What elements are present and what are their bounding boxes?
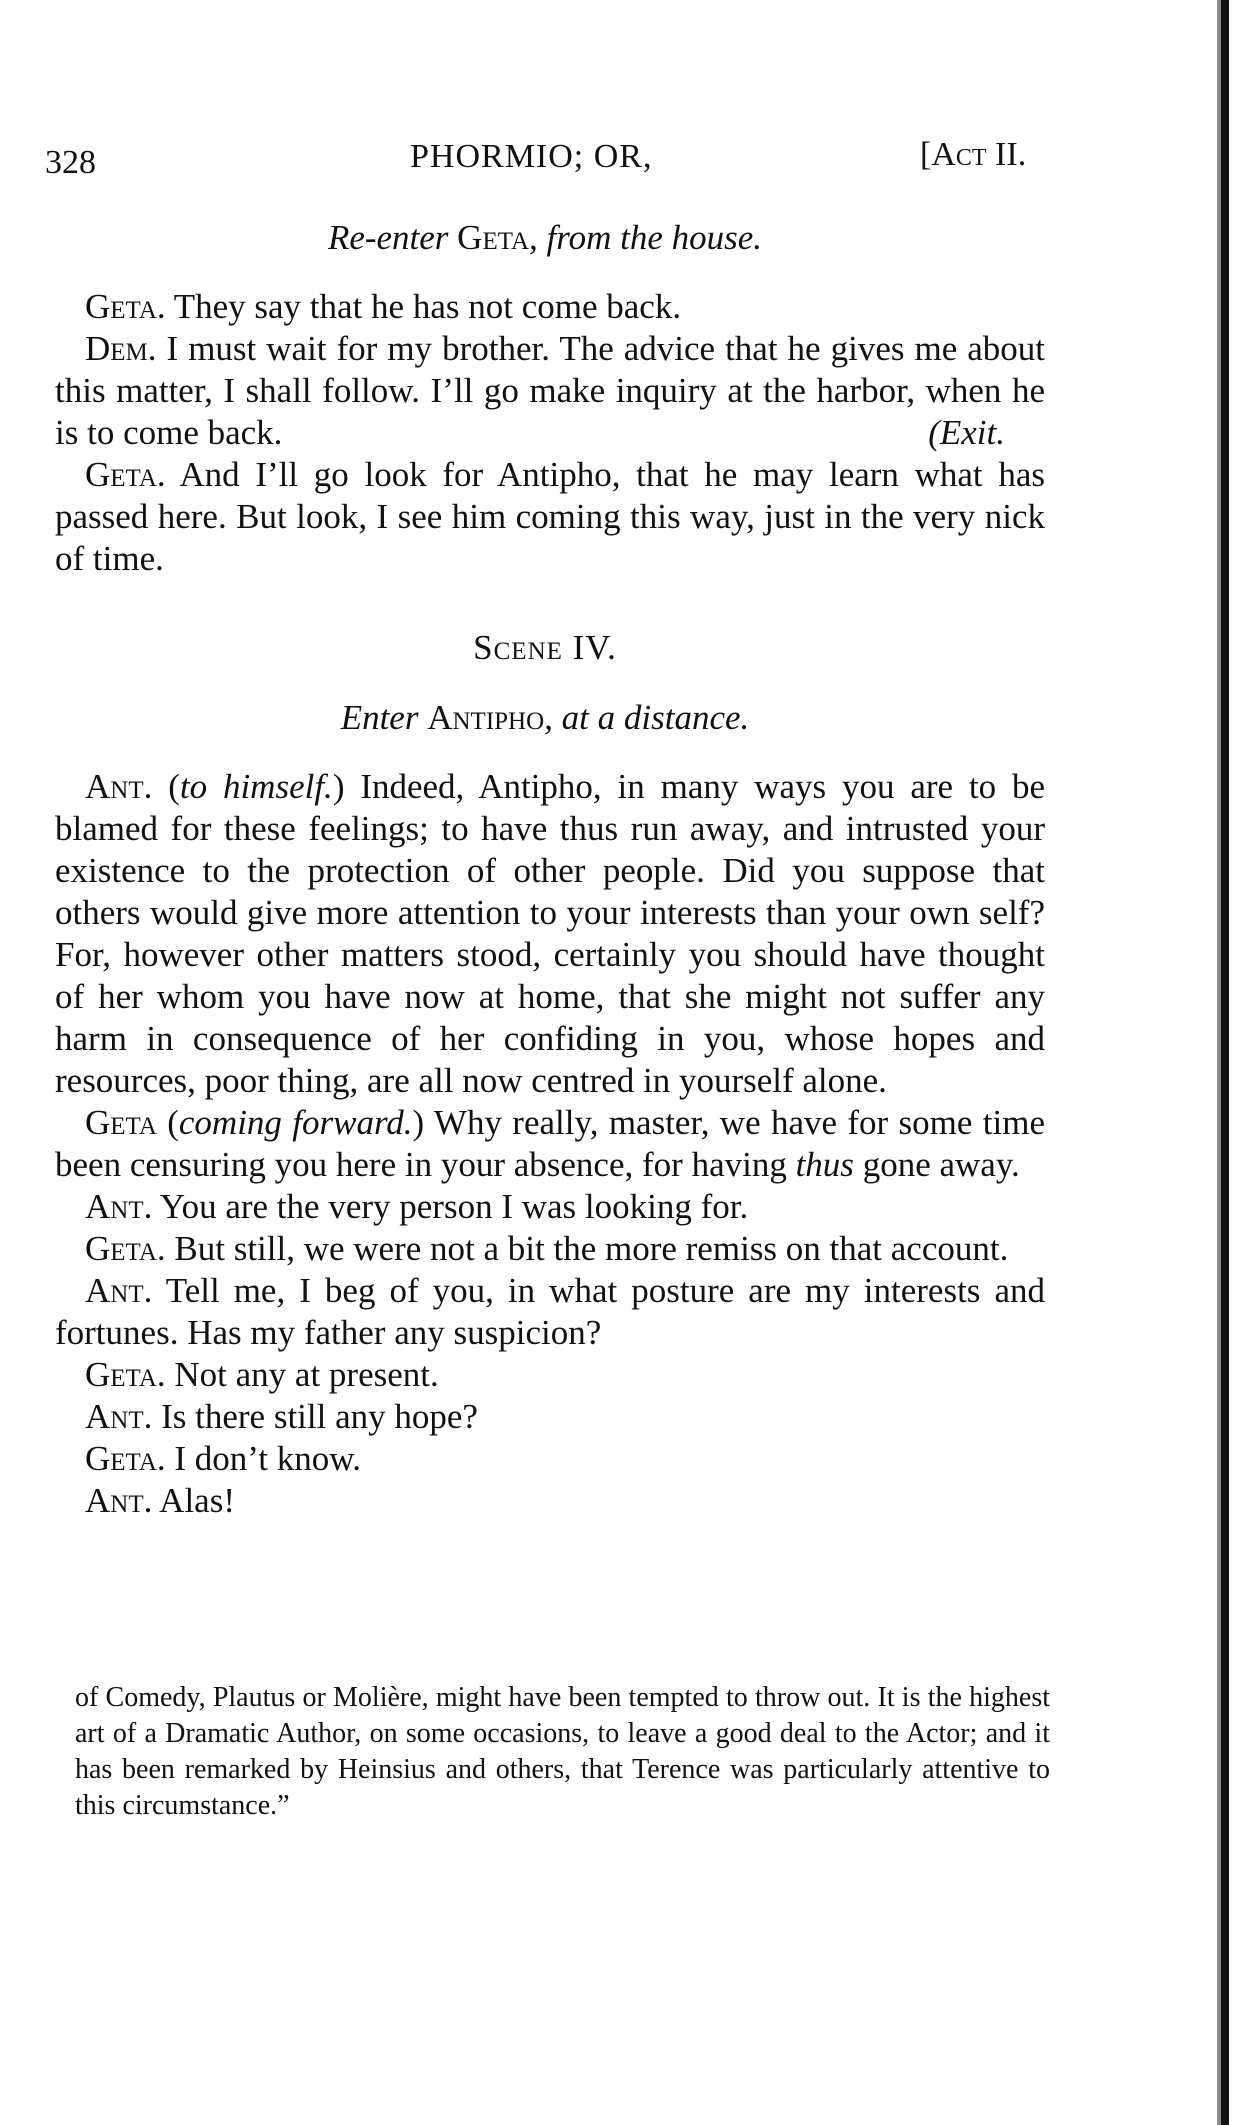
speech-ant-2	[55, 1186, 1045, 1228]
enter-name: Antipho	[427, 698, 545, 737]
speech-ant-1: Ant. (to himself.) Indeed, Antipho, in many ways you are to be blamed for these feelings; to have thus run away, and intrusted your existence to the protection of other people. Did you suppose that others would give more attention to your interests than your own self? For, however other matters stood, certainly you should have thought of her whom you have now at home, that she might not suffer any harm in consequence of her confiding in you, whose hopes and resources, poor thing, are all now centred in yourself alone.	[55, 767, 1046, 1100]
speech-text: gone away.	[853, 1145, 1020, 1184]
speech-geta-3: Geta (coming forward.) Why really, master, we have for some time been censuring you here in your absence, for having thus gone away.	[55, 1103, 1045, 1184]
enter-stage-direction	[45, 698, 1045, 738]
speech-text: I must wait for my brother. The advice that he gives me about this matter, I shall follow. I’ll go make inquiry at the harbor, when he is to come back.	[55, 329, 1045, 452]
aside-direction: coming forward.	[178, 1103, 413, 1142]
speech-ant-5	[55, 1480, 1045, 1522]
speech-text: And I’ll go look for Antipho, that he may learn what has passed here. But look, I see him coming this way, just in the very nick of time.	[55, 455, 1045, 578]
reenter-prefix: Re-enter	[327, 218, 449, 257]
scene-number: IV.	[562, 628, 617, 667]
scene-label: Scene	[473, 628, 563, 667]
reenter-name: Geta	[457, 218, 530, 257]
dialogue-block-2	[55, 766, 1045, 1522]
speech-text: I don’t know.	[165, 1439, 362, 1478]
speech-geta-6	[55, 1438, 1045, 1480]
speech-text: Alas!	[152, 1481, 235, 1520]
speaker-name: Geta.	[85, 1439, 166, 1478]
speaker-name: Ant.	[85, 1397, 153, 1436]
enter-suffix: , at a distance.	[544, 698, 750, 737]
speaker-name: Ant.	[85, 1187, 153, 1226]
scene-heading	[45, 628, 1045, 668]
reenter-suffix: , from the house.	[529, 218, 763, 257]
speech-geta-4	[55, 1228, 1045, 1270]
speech-text: They say that he has not come back.	[165, 287, 682, 326]
speech-text: ) Why really, master, we have for some time been censuring you here in your absence, for having	[55, 1103, 1045, 1184]
enter-prefix: Enter	[340, 698, 419, 737]
speech-geta-2	[55, 454, 1045, 580]
speaker-name: Geta.	[85, 1355, 166, 1394]
footnote: of Comedy, Plautus or Molière, might have been tempted to throw out. It is the highest art of a Dramatic Author, on some occasions, to leave a good deal to the Actor; and it has been remarked by Heinsius and others, that Terence was particularly attentive to this circumstance.”	[75, 1682, 1050, 1821]
aside-direction: to himself.	[179, 767, 333, 806]
speaker-name: Geta.	[85, 287, 166, 326]
speech-ant-3	[55, 1270, 1045, 1354]
page-binding-edge	[1221, 0, 1229, 2125]
speaker-name: Geta	[85, 1103, 157, 1142]
speech-text: ) Indeed, Antipho, in many ways you are to be blamed for these feelings; to have thus run away, and intrusted your existence to the protection of other people. Did you suppose that others would give more attention to your interests than your own self? For, however other matters stood, certainly you should have thought of her whom you have now at home, that she might not suffer any harm in consequence of her confiding in you, whose hopes and resources, poor thing, are all now centred in yourself alone.	[55, 767, 1046, 1100]
speaker-name: Ant.	[85, 767, 153, 806]
reenter-stage-direction	[45, 218, 1045, 258]
speech-text: Not any at present.	[165, 1355, 439, 1394]
dialogue-block-1	[55, 286, 1045, 580]
page-header	[45, 138, 1045, 184]
speech-text: You are the very person I was looking for.	[152, 1187, 749, 1226]
emphasis: thus	[795, 1145, 854, 1184]
exit-stage-direction: (Exit.	[928, 413, 1005, 452]
speaker-name: Geta.	[85, 455, 166, 494]
speaker-name: Dem.	[85, 329, 157, 368]
speaker-name: Ant.	[85, 1271, 153, 1310]
speech-dem-1	[55, 328, 1045, 454]
speech-text: Tell me, I beg of you, in what posture are my interests and fortunes. Has my father any suspicion?	[55, 1271, 1045, 1352]
speech-text: Is there still any hope?	[152, 1397, 478, 1436]
speaker-name: Geta.	[85, 1229, 166, 1268]
act-label: [Act II.	[920, 136, 1027, 173]
speech-ant-4	[55, 1396, 1045, 1438]
speaker-name: Ant.	[85, 1481, 153, 1520]
page-number: 328	[45, 144, 96, 181]
speech-text: But still, we were not a bit the more remiss on that account.	[165, 1229, 1009, 1268]
speech-geta-1	[55, 286, 1045, 328]
speech-geta-5	[55, 1354, 1045, 1396]
running-title: PHORMIO; OR,	[410, 138, 653, 175]
